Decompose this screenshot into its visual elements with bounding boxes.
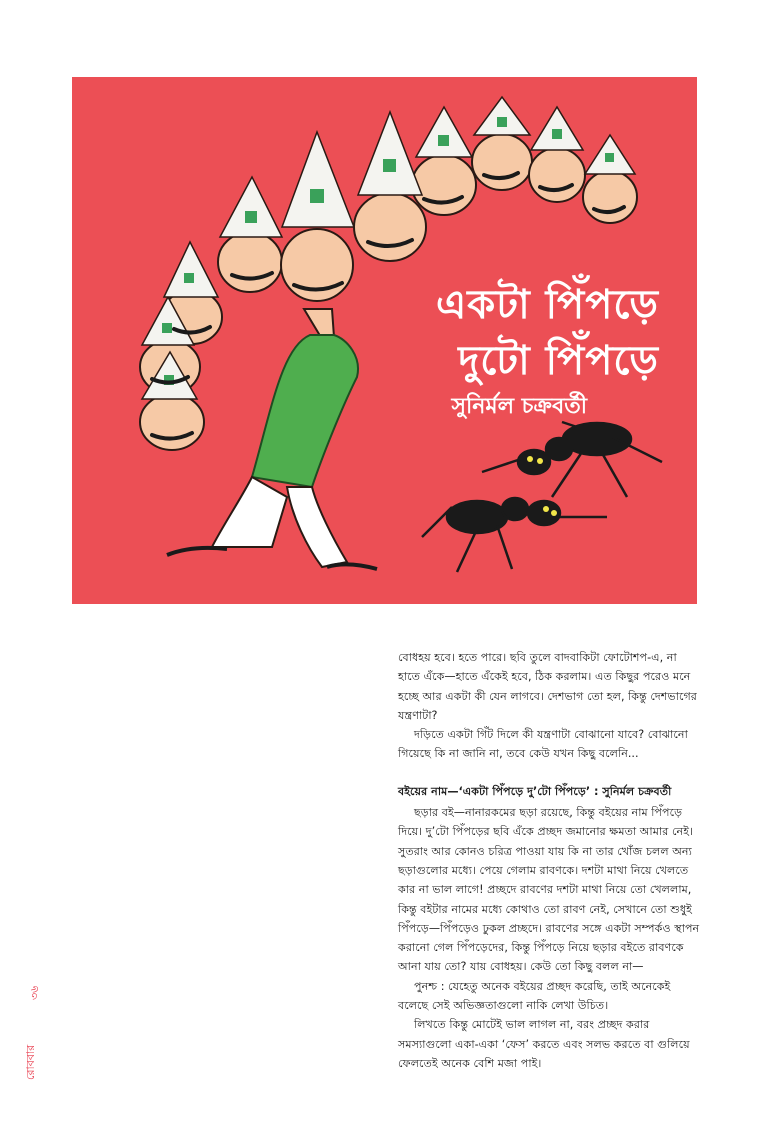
cover-title-line-2: দুটো পিঁপড়ে — [458, 338, 659, 384]
paragraph: দড়িতে একটা গিঁট দিলে কী যন্ত্রণাটা বোঝানো যাবে? বোঝানো গিয়েছে কি না জানি না, তবে কেউ যখন কিছু বলেনি... — [398, 728, 688, 761]
article-column — [398, 648, 700, 1073]
paragraph: লিখতে কিন্তু মোটেই ভাল লাগল না, বরং প্রচ্ছদ করার সমস্যাগুলো একা-একা ‘ফেস’ করতে এবং সলভ করতে বা গুলিয়ে ফেলতেই অনেক বেশি মজা পাই। — [398, 1018, 690, 1070]
page-number: ৩৬ — [28, 985, 41, 1000]
cover-author: সুনির্মল চক্রবর্তী — [451, 394, 587, 419]
book-cover-image — [72, 77, 697, 604]
paragraph: বোধহয় হবে। হতে পারে। ছবি তুলে বাদবাকিটা ফোটোশপ-এ, না হাতে এঁকে—হাতে এঁকেই হবে, ঠিক করলাম। এত কিছুর পরেও মনে হচ্ছে আর একটা কী যেন লাগবে। দেশভাগ তো হল, কিন্তু দেশভাগের যন্ত্রণাটা? — [398, 651, 697, 722]
cover-title-line-1: একটা পিঁপড়ে — [435, 282, 659, 328]
paragraph: পুনশ্চ : যেহেতু অনেক বইয়ের প্রচ্ছদ করেছি, তাই অনেকেই বলেছে সেই অভিজ্ঞতাগুলো নাকি লেখা উচিত। — [398, 979, 671, 1013]
magazine-name: রোববার — [24, 1044, 37, 1080]
paragraph: ছড়ার বই—নানারকমের ছড়া রয়েছে, কিন্তু বইয়ের নাম পিঁপড়ে দিয়ে। দু’টো পিঁপড়ের ছবি এঁকে প্রচ্ছদ জমানোর ক্ষমতা আমার নেই। সুতরাং আর কোনও চরিত্র পাওয়া যায় কি না তার খোঁজ চলল অন্য ছড়াগুলোর মধ্যে। পেয়ে গেলাম রাবণকে। দশটা মাথা নিয়ে খেলতে কার না ভাল লাগে! প্রচ্ছদে রাবণের দশটা মাথা নিয়ে তো খেললাম, কিন্তু বইটার নামের মধ্যে কোথাও তো রাবণ নেই, সেখানে তো শুধুই পিঁপড়ে—পিঁপড়েও ঢুকল প্রচ্ছদে। রাবণের সঙ্গে একটা সম্পর্কও স্থাপন করানো গেল পিঁপড়েদের, কিন্তু পিঁপড়ে নিয়ে ছড়ার বইতে রাবণকে আনা যায় তো? যায় বোধহয়। কেউ তো কিছু বলল না— — [398, 806, 700, 974]
section-heading: বইয়ের নাম—‘একটা পিঁপড়ে দু’টো পিঁপড়ে’ : সুনির্মল চক্রবর্তী — [398, 784, 672, 798]
cover-title — [399, 277, 659, 389]
